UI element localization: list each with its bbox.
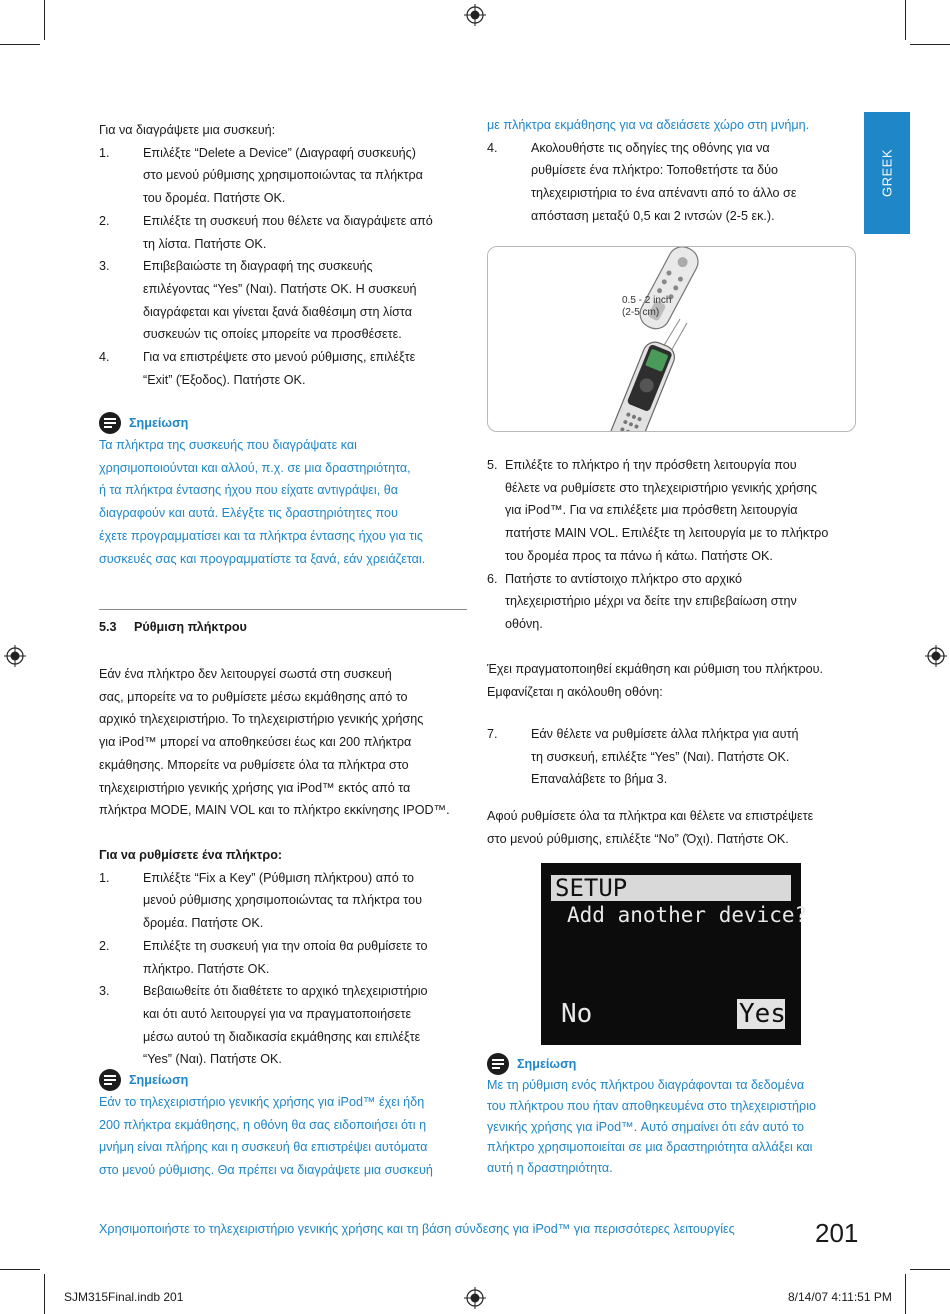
list-item: 7. Εάν θέλετε να ρυθμίσετε άλλα πλήκτρα για αυτή τη συσκευή, επιλέξτε “Yes” (Ναι). Πατήστε OK. Επαναλάβετε το βήμα 3. bbox=[487, 727, 799, 787]
lcd-title: SETUP bbox=[555, 874, 628, 902]
print-slug-file: SJM315Final.indb 201 bbox=[64, 1290, 184, 1304]
after-paragraph: Αφού ρυθμίσετε όλα τα πλήκτρα και θέλετε να επιστρέψετε στο μενού ρύθμισης, επιλέξτε “No” (Όχι). Πατήστε OK. bbox=[487, 809, 814, 846]
note-icon bbox=[99, 412, 121, 434]
note-icon bbox=[99, 1069, 121, 1091]
note-heading: Σημείωση bbox=[99, 1069, 469, 1091]
note-continuation: με πλήκτρα εκμάθησης για να αδειάσετε χώρο στη μνήμη. bbox=[487, 118, 810, 132]
crop-mark bbox=[905, 1274, 906, 1314]
right-column-top bbox=[487, 114, 857, 228]
note-box: Σημείωση Εάν το τηλεχειριστήριο γενικής χρήσης για iPod™ έχει ήδη 200 πλήκτρα εκμάθησης, η οθόνη θα σας ειδοποιήσει ότι η μνήμη είναι πλήρης και η συσκευή θα επιστρέψει αυτόματα στο μενού ρύθμισης. Θα πρέπει να διαγράψετε μια συσκευή bbox=[99, 1069, 469, 1182]
distance-label-metric: (2-5 cm) bbox=[622, 307, 660, 318]
remote-alignment-figure bbox=[487, 246, 856, 432]
left-column-top bbox=[99, 119, 469, 391]
section-divider bbox=[99, 609, 467, 610]
running-footer: Χρησιμοποιήστε το τηλεχειριστήριο γενικής χρήσης και τη βάση σύνδεσης για iPod™ για περισσότερες λειτουργίες bbox=[99, 1222, 735, 1236]
registration-mark-icon bbox=[464, 4, 486, 26]
print-slug-date: 8/14/07 4:11:51 PM bbox=[788, 1290, 892, 1304]
section-title: Ρύθμιση πλήκτρου bbox=[134, 620, 247, 634]
steps-5-6 bbox=[487, 454, 857, 636]
language-tab bbox=[864, 112, 910, 234]
section-number: 5.3 bbox=[99, 620, 117, 634]
list-item: 1. Επιλέξτε “Delete a Device” (Διαγραφή συσκευής) στο μενού ρύθμισης χρησιμοποιώντας τα πλήκτρα του δρομέα. Πατήστε OK. bbox=[99, 145, 423, 206]
list-item: 3. Βεβαιωθείτε ότι διαθέτετε το αρχικό τηλεχειριστήριο και ότι αυτό λειτουργεί για να πραγματοποιήσετε μέσω αυτού τη διαδικασία εκμάθησης και επιλέξτε “Yes” (Ναι). Πατήστε OK. bbox=[99, 984, 428, 1067]
crop-mark bbox=[44, 0, 45, 40]
list-item: 1. Επιλέξτε “Fix a Key” (Ρύθμιση πλήκτρου) από το μενού ρύθμισης χρησιμοποιώντας τα πλήκτρα του δρομέα. Πατήστε OK. bbox=[99, 870, 422, 931]
note-box: Σημείωση Με τη ρύθμιση ενός πλήκτρου διαγράφονται τα δεδομένα του πλήκτρου που ήταν αποθηκευμένα στο τηλεχειριστήριο γενικής χρήσης για iPod™. Αυτό σημαίνει ότι εάν αυτό το πλήκτρο χρησιμοποιείται σε μια δραστηριότητα αλλάξει και αυτή η δραστηριότητα. bbox=[487, 1053, 857, 1179]
page-number: 201 bbox=[815, 1218, 859, 1248]
list-item: 6. Πατήστε το αντίστοιχο πλήκτρο στο αρχικό τηλεχειριστήριο μέχρι να δείτε την επιβεβαίωση στην οθόνη. bbox=[487, 571, 797, 631]
completion-paragraph: Έχει πραγματοποιηθεί εκμάθηση και ρύθμιση του πλήκτρου. Εμφανίζεται η ακόλουθη οθόνη: bbox=[487, 662, 824, 699]
remote-controls-illustration bbox=[488, 247, 855, 431]
fix-key-steps bbox=[99, 844, 469, 1071]
registration-mark-icon bbox=[925, 645, 947, 667]
list-item: 4. Ακολουθήστε τις οδηγίες της οθόνης για να ρυθμίσετε ένα πλήκτρο: Τοποθετήστε τα δύο τηλεχειριστήρια το ένα απέναντι από το άλλο σε απόσταση μεταξύ 0,5 και 2 ιντσών (2-5 εκ.). bbox=[487, 140, 797, 223]
registration-mark-icon bbox=[464, 1287, 486, 1309]
crop-mark bbox=[0, 1269, 40, 1270]
registration-mark-icon bbox=[4, 645, 26, 667]
list-item: 5. Επιλέξτε το πλήκτρο ή την πρόσθετη λειτουργία που θέλετε να ρυθμίσετε στο τηλεχειριστήριο γενικής χρήσης για iPod™. Για να επιλέξετε μια πρόσθετη λειτουργία πατήστε MAIN VOL. Επιλέξτε τη λειτουργία με το πλήκτρο του δρομέα προς τα πάνω ή κάτω. Πατήστε OK. bbox=[487, 458, 829, 563]
list-item: 4. Για να επιστρέψετε στο μενού ρύθμισης, επιλέξτε “Exit” (Έξοδος). Πατήστε OK. bbox=[99, 350, 416, 387]
lcd-screen bbox=[541, 863, 808, 1045]
intro-paragraph: Εάν ένα πλήκτρο δεν λειτουργεί σωστά στη συσκευή σας, μπορείτε να το ρυθμίσετε μέσω εκμάθησης από το αρχικό τηλεχειριστήριο. Το τηλεχειριστήριο γενικής χρήσης για iPod™ μπορεί να αποθηκεύσει έως και 200 πλήκτρα εκμάθησης. Μπορείτε να ρυθμίσετε όλα τα πλήκτρα στο τηλεχειριστήριο γενικής χρήσης για iPod™ εκτός από τα πλήκτρα MODE, MAIN VOL και το πλήκτρο εκκίνησης IPOD™. bbox=[99, 667, 450, 818]
note-heading: Σημείωση bbox=[99, 412, 469, 434]
subheading: Για να ρυθμίσετε ένα πλήκτρο: bbox=[99, 848, 283, 862]
list-item: 3. Επιβεβαιώστε τη διαγραφή της συσκευής επιλέγοντας “Yes” (Ναι). Πατήστε OK. Η συσκευή διαγράφεται και γίνεται ξανά διαθέσιμη στη λίστα συσκευών τις οποίες μπορείτε να προσθέσετε. bbox=[99, 259, 417, 342]
lcd-yes-option[interactable]: Yes bbox=[739, 999, 786, 1029]
step-7 bbox=[487, 723, 857, 791]
list-item: 2. Επιλέξτε τη συσκευή που θέλετε να διαγράψετε από τη λίστα. Πατήστε OK. bbox=[99, 213, 433, 251]
list-item: 2. Επιλέξτε τη συσκευή για την οποία θα ρυθμίσετε το πλήκτρο. Πατήστε OK. bbox=[99, 938, 428, 976]
note-box: Σημείωση Τα πλήκτρα της συσκευής που διαγράψατε και χρησιμοποιούνται και αλλού, π.χ. σε μια δραστηριότητα, ή τα πλήκτρα έντασης ήχου που είχατε αντιγράψει, θα διαγραφούν και αυτά. Ελέγξτε τις δραστηριότητες που έχετε προγραμματίσει και τα πλήκτρα έντασης ήχου για τις συσκευές σας και προγραμματίστε τα ξανά, εάν χρειάζεται. bbox=[99, 412, 469, 570]
note-icon bbox=[487, 1053, 509, 1075]
crop-mark bbox=[905, 0, 906, 40]
language-tab-label: GREEK bbox=[879, 148, 895, 198]
crop-mark bbox=[44, 1274, 45, 1314]
crop-mark bbox=[910, 44, 950, 45]
section-heading bbox=[99, 620, 247, 634]
lcd-no-option[interactable]: No bbox=[561, 999, 593, 1029]
note-heading: Σημείωση bbox=[487, 1053, 857, 1075]
lcd-prompt: Add another device? bbox=[567, 903, 808, 927]
delete-intro: Για να διαγράψετε μια συσκευή: bbox=[99, 123, 276, 137]
crop-mark bbox=[910, 1269, 950, 1270]
distance-label: 0.5 - 2 inch bbox=[622, 295, 672, 306]
crop-mark bbox=[0, 44, 40, 45]
